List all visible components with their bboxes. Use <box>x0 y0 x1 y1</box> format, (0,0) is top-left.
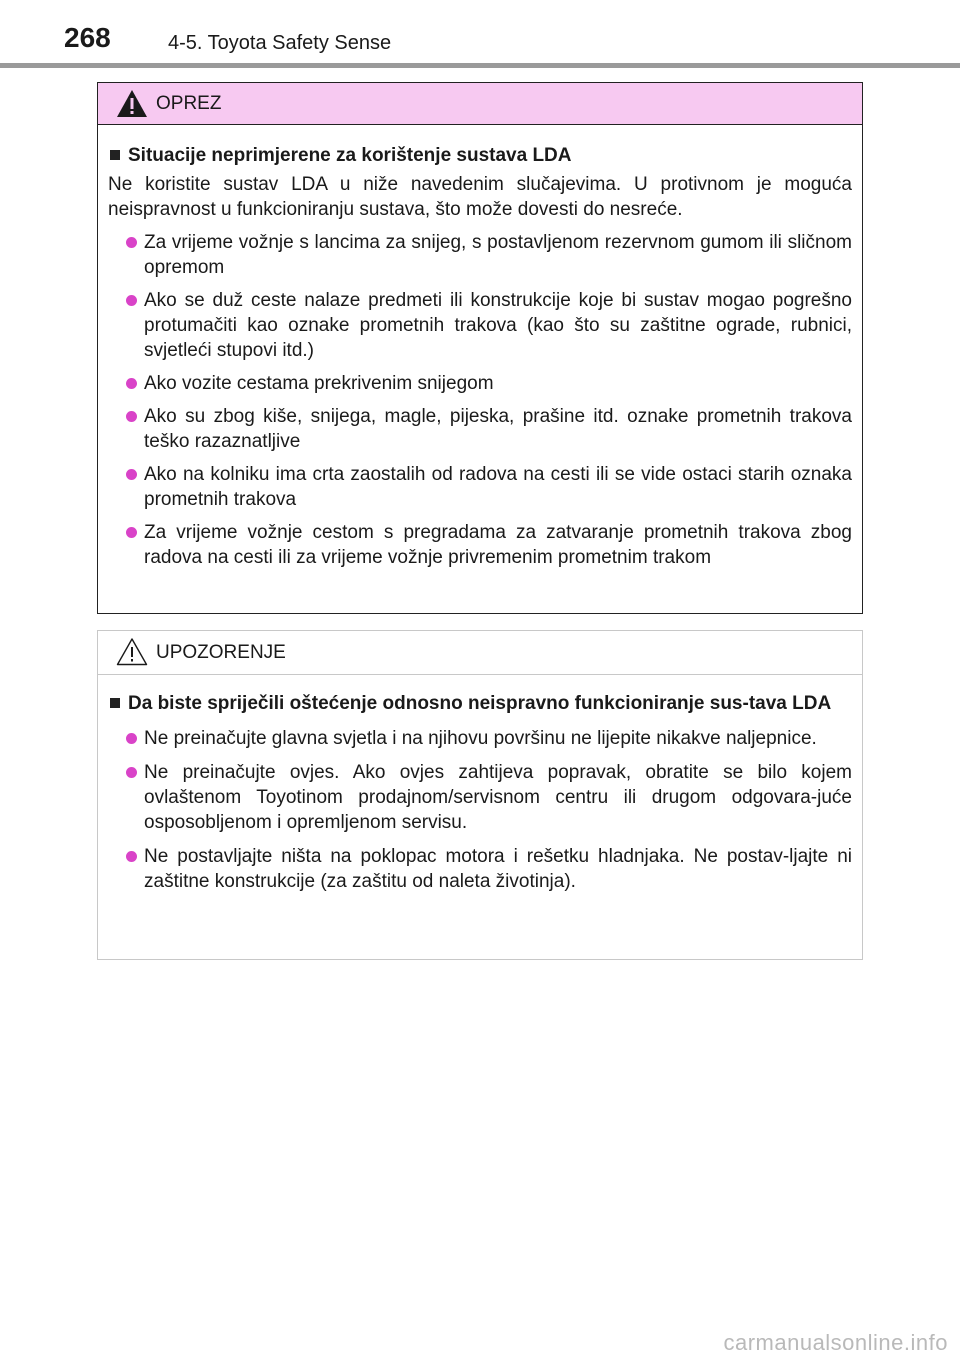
list-item <box>108 844 852 894</box>
square-bullet-icon <box>110 698 120 708</box>
list-item <box>108 726 852 751</box>
caution-intro: Ne koristite sustav LDA u niže navedenim slučajevima. U protivnom je moguća neispravnost u funkcioniranju sustava, što može dovesti do nesreće. <box>108 174 852 220</box>
list-item-text: Ako na kolniku ima crta zaostalih od radova na cesti ili se vide ostaci starih oznaka prometnih trakova <box>144 464 852 510</box>
bullet-dot-icon <box>126 378 137 389</box>
warning-box <box>97 630 863 960</box>
bullet-dot-icon <box>126 527 137 538</box>
warning-triangle-outline-icon <box>116 637 148 666</box>
bullet-dot-icon <box>126 469 137 480</box>
caution-box <box>97 82 863 614</box>
watermark: carmanualsonline.info <box>723 1330 948 1355</box>
square-bullet-icon <box>110 150 120 160</box>
warning-heading <box>108 691 852 716</box>
list-item <box>108 520 852 570</box>
caution-header <box>98 83 862 125</box>
page-number: 268 <box>64 22 111 53</box>
list-item <box>108 404 852 454</box>
section-title: 4-5. Toyota Safety Sense <box>168 32 392 54</box>
list-item <box>108 230 852 280</box>
caution-heading <box>108 143 852 168</box>
list-item-text: Ako vozite cestama prekrivenim snijegom <box>144 373 494 394</box>
header-rule <box>0 63 960 68</box>
bullet-dot-icon <box>126 295 137 306</box>
list-item <box>108 288 852 363</box>
caution-heading-text: Situacije neprimjerene za korištenje sustava LDA <box>128 145 572 166</box>
warning-body <box>98 675 862 894</box>
bullet-dot-icon <box>126 767 137 778</box>
list-item-text: Za vrijeme vožnje s lancima za snijeg, s postavljenom rezervnom gumom ili sličnom opremom <box>144 232 852 278</box>
caution-body <box>98 125 862 570</box>
list-item-text: Ne postavljajte ništa na poklopac motora i rešetku hladnjaka. Ne postav-ljajte ni zaštitne konstrukcije (za zaštitu od naleta životinja). <box>144 846 852 892</box>
warning-list <box>108 726 852 894</box>
caution-label: OPREZ <box>156 92 222 114</box>
warning-triangle-filled-icon <box>116 89 148 118</box>
bullet-dot-icon <box>126 237 137 248</box>
list-item-text: Ne preinačujte glavna svjetla i na njihovu površinu ne lijepite nikakve naljepnice. <box>144 728 817 749</box>
list-item-text: Ne preinačujte ovjes. Ako ovjes zahtijeva popravak, obratite se bilo kojem ovlaštenom Toyotinom prodajnom/servisnom centru ili drugom odgovara-juće osposobljenom i opremljenom servisu. <box>144 762 852 833</box>
list-item-text: Ako se duž ceste nalaze predmeti ili konstrukcije koje bi sustav mogao pogrešno protumačiti kao oznake prometnih trakova (kao što su zaštitne ograde, rubnici, svjetleći stupovi itd.) <box>144 290 852 361</box>
warning-label: UPOZORENJE <box>156 641 286 663</box>
bullet-dot-icon <box>126 733 137 744</box>
list-item-text: Ako su zbog kiše, snijega, magle, pijeska, prašine itd. oznake prometnih trakova teško razaznatljive <box>144 406 852 452</box>
list-item-text: Za vrijeme vožnje cestom s pregradama za zatvaranje prometnih trakova zbog radova na cesti ili za vrijeme vožnje privremenim prometnim trakom <box>144 522 852 568</box>
list-item <box>108 371 852 396</box>
caution-list <box>108 230 852 570</box>
warning-header <box>98 631 862 675</box>
bullet-dot-icon <box>126 411 137 422</box>
bullet-dot-icon <box>126 851 137 862</box>
warning-heading-text: Da biste spriječili oštećenje odnosno neispravno funkcioniranje sus-tava LDA <box>128 693 832 714</box>
list-item <box>108 462 852 512</box>
list-item <box>108 760 852 835</box>
